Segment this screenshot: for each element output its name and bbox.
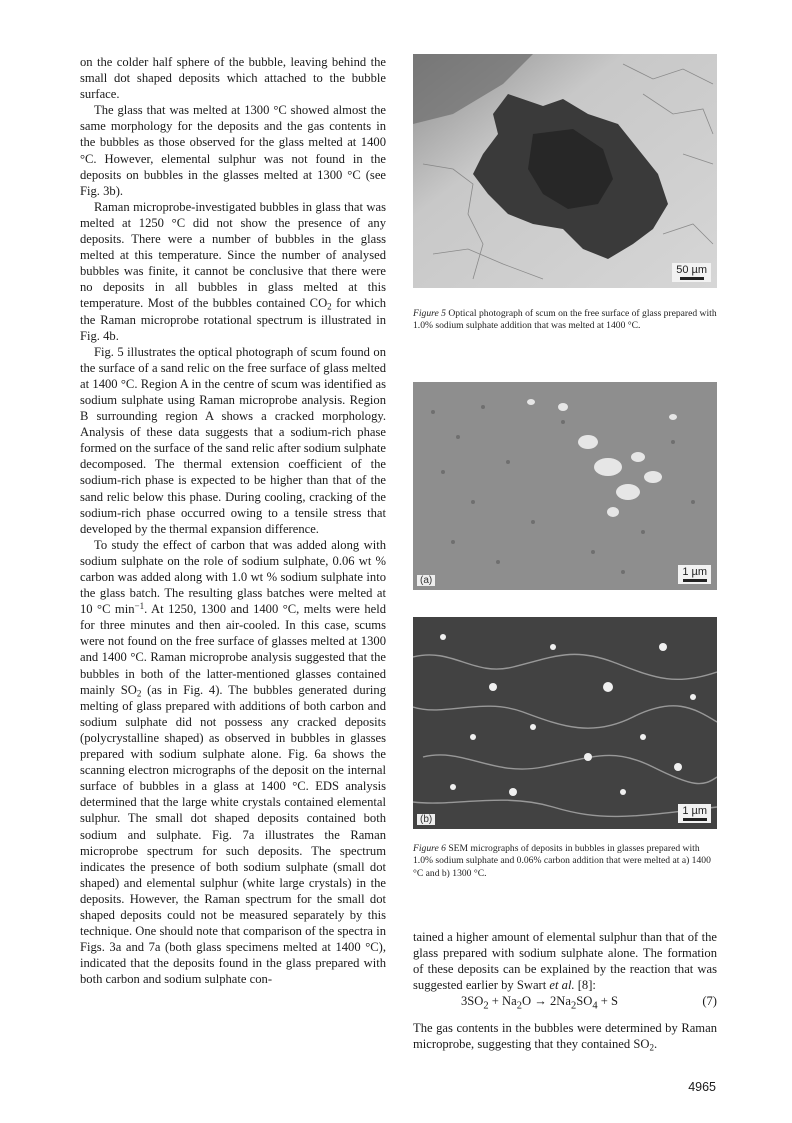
figure-6b-panel-label: (b) bbox=[417, 814, 435, 825]
equation-expression: $3SO_2 + Na_2O \to 2Na_2SO_4 + S$ bbox=[461, 994, 618, 1012]
paragraph-1300c: The glass that was melted at 1300 °C showed almost the same morphology for the deposits and the gas contents in the bubbles as those observed for the glass melted at 1400 °C. However, elemental sulphur was not found in the deposits on bubbles in the glasses melted at 1300 °C (see Fig. 3b). bbox=[80, 103, 386, 198]
figure-5-image bbox=[413, 54, 717, 288]
equation-7 bbox=[413, 994, 717, 1012]
paragraph-continued: on the colder half sphere of the bubble, leaving behind the small dot shaped deposits which attached to the bubble surface. bbox=[80, 55, 386, 102]
paragraph-gas-contents: The gas contents in the bubbles were determined by Raman microprobe, suggesting that they contained $SO_2$. bbox=[413, 1021, 717, 1053]
right-text-column bbox=[413, 929, 717, 993]
figure-5-caption: Figure 5 Optical photograph of scum on the free surface of glass prepared with 1.0% sodium sulphate addition that was melted at 1400 °C. bbox=[413, 308, 717, 332]
figure-6a-scale-bar: 1 µm bbox=[678, 565, 711, 584]
figure-6a-panel-label: (a) bbox=[417, 575, 435, 586]
figure-6-caption: Figure 6 SEM micrographs of deposits in bubbles in glasses prepared with 1.0% sodium sulphate and 0.06% carbon addition that were melted at a) 1400 °C and b) 1300 °C. bbox=[413, 843, 711, 879]
figure-6b-sem-micrograph bbox=[413, 617, 717, 829]
figure-6a-image bbox=[413, 382, 717, 590]
paragraph-reaction: tained a higher amount of elemental sulphur than that of the glass prepared with sodium sulphate alone. The formation of these deposits can be explained by the reaction that was suggested earlier by Swart et al. [8]: bbox=[413, 930, 717, 993]
figure-5-scale-bar: 50 µm bbox=[672, 263, 711, 282]
paragraph-carbon: To study the effect of carbon that was added along with sodium sulphate on the role of sodium sulphate, 0.06 wt % carbon was added along with 1.0 wt % sodium sulphate into the glass batch. The resulting glass batches were melted at 10 °C $\min^{-1}$. At 1250, 1300 and 1400 °C, melts were held for three minutes and then air-cooled. In this case, scums were not found on the free surface of glasses melted at 1300 and 1400 °C. Raman microprobe analysis suggested that the bubbles in both of the latter-mentioned glasses contained mainly $SO_2$ (as in Fig. 4). The bubbles generated during melting of glass prepared with additions of both carbon and sodium sulphate did not possess any cracked deposits (polycrystalline shaped) as observed in bubbles in glasses prepared with sodium sulphate alone. Fig. 6a shows the scanning electron micrographs of the deposit on the internal surface of bubbles in a glass at 1400 °C. EDS analysis determined that the large white crystals contained elemental sulphur. The small dot shaped deposits contained both sodium and sulphate. Fig. 7a illustrates the Raman microprobe spectrum for such deposits. The spectrum indicates the presence of both sodium sulphate (small dot shaped) and elemental sulphur (white large crystals) in the deposits. However, the Raman spectrum for the small dot shaped deposits could not be measured separately by this technique. One should note that comparison of the spectra in Figs. 3a and 7a (both glass specimens melted at 1400 °C), indicated that the deposits found in the glass prepared with both carbon and sodium sulphate con- bbox=[80, 537, 387, 987]
equation-number: (7) bbox=[702, 994, 717, 1008]
figure-6b-image bbox=[413, 617, 717, 829]
right-text-column-2 bbox=[413, 1020, 717, 1052]
figure-6b-scale-bar: 1 µm bbox=[678, 804, 711, 823]
figure-6a-sem-micrograph bbox=[413, 382, 717, 590]
page-number: 4965 bbox=[688, 1080, 716, 1094]
figure-5-optical-photo bbox=[413, 54, 717, 288]
left-text-column bbox=[80, 54, 386, 987]
paragraph-fig5: Fig. 5 illustrates the optical photograph of scum found on the surface of a sand relic on the free surface of glass melted at 1400 °C. Region A in the centre of scum was identified as sodium sulphate using Raman microprobe analysis. Region B surrounding region A shows a cracked morphology. Analysis of these data suggests that a sodium-rich phase formed on the surface of the sand relic after sodium sulphate decomposed. The thermal extension coefficient of the sodium-rich phase is expected to be higher than that of the sand relic below this phase. During cooling, cracking of the sodium-rich phase occurred owing to a tensile stress that developed by the thermal expansion difference. bbox=[80, 344, 386, 536]
paragraph-1250c: Raman microprobe-investigated bubbles in glass that was melted at 1250 °C did not show the presence of any deposits. There were a number of bubbles in the glass melted at this temperature. Since the number of analysed bubbles was finite, it cannot be conclusive that there were no deposits in all bubbles in glass melted at this temperature. Most of the bubbles contained $CO_2$ for which the Raman microprobe rotational spectrum is illustrated in Fig. 4b. bbox=[80, 199, 386, 343]
